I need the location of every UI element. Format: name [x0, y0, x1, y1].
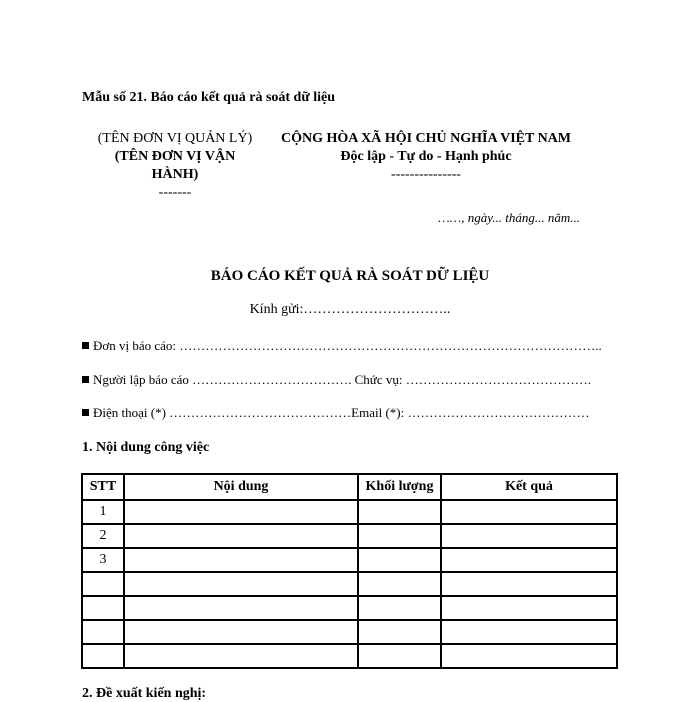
table-cell: [441, 644, 617, 668]
table-cell: 3: [82, 548, 124, 572]
square-bullet-icon: [82, 376, 89, 383]
section-heading-work-content: 1. Nội dung công việc: [82, 440, 210, 455]
table-cell: [358, 596, 441, 620]
table-row: [82, 548, 617, 572]
table-cell: [441, 500, 617, 524]
table-row: [82, 620, 617, 644]
national-header: [268, 130, 584, 184]
country-name: CỘNG HÒA XÃ HỘI CHỦ NGHĨA VIỆT NAM: [280, 131, 571, 146]
report-title: BÁO CÁO KẾT QUẢ RÀ SOÁT DỮ LIỆU: [210, 268, 490, 284]
organization-header: [80, 130, 270, 202]
table-cell: [124, 548, 358, 572]
management-unit-label: (TÊN ĐƠN VỊ QUẢN LÝ): [97, 131, 253, 146]
table-cell: [124, 596, 358, 620]
table-cell: [124, 524, 358, 548]
square-bullet-icon: [82, 409, 89, 416]
table-row: [82, 596, 617, 620]
date-line: ……, ngày... tháng... năm...: [438, 210, 580, 225]
national-motto: Độc lập - Tự do - Hạnh phúc: [340, 149, 512, 164]
recipient-line: Kính gửi:…………………………..: [249, 302, 451, 317]
table-cell: [358, 548, 441, 572]
header-volume: Khối lượng: [358, 474, 441, 500]
header-content: Nội dung: [124, 474, 358, 500]
table-cell: [358, 644, 441, 668]
operating-unit-label-cont: HÀNH): [151, 167, 199, 182]
table-cell: [358, 572, 441, 596]
reporting-unit-text: Đơn vị báo cáo: ……………………………………………………………………………………..: [93, 338, 602, 353]
table-cell: 2: [82, 524, 124, 548]
operating-unit-label: (TÊN ĐƠN VỊ VẬN: [114, 149, 236, 164]
table-cell: [124, 620, 358, 644]
table-row: [82, 524, 617, 548]
table-row: [82, 644, 617, 668]
table-cell: [441, 548, 617, 572]
table-header-row: [82, 474, 617, 500]
contact-text: Điện thoại (*) ……………………………………Email (*): ……………………………………: [93, 405, 590, 420]
work-content-table: [81, 473, 618, 669]
report-creator-field: [82, 372, 591, 388]
table-cell: 1: [82, 500, 124, 524]
table-cell: [441, 572, 617, 596]
square-bullet-icon: [82, 342, 89, 349]
table-cell: [358, 524, 441, 548]
form-title: Mẫu số 21. Báo cáo kết quả rà soát dữ liệu: [82, 90, 336, 105]
table-cell: [124, 500, 358, 524]
report-creator-text: Người lập báo cáo ………………………………. Chức vụ: …………………………………….: [93, 372, 591, 387]
table-cell: [441, 596, 617, 620]
table-cell: [82, 572, 124, 596]
header-rule-left: -------: [158, 185, 192, 200]
table-cell: [358, 620, 441, 644]
table-cell: [82, 596, 124, 620]
table-cell: [124, 644, 358, 668]
table-cell: [82, 620, 124, 644]
section-heading-proposals: 2. Đề xuất kiến nghị:: [82, 686, 207, 701]
header-result: Kết quả: [441, 474, 617, 500]
table-cell: [441, 524, 617, 548]
header-stt: STT: [82, 474, 124, 500]
table-row: [82, 500, 617, 524]
table-row: [82, 572, 617, 596]
contact-field: [82, 405, 590, 421]
table-cell: [441, 620, 617, 644]
reporting-unit-field: [82, 338, 602, 354]
table-cell: [82, 644, 124, 668]
table-cell: [124, 572, 358, 596]
table-cell: [358, 500, 441, 524]
header-rule-right: ---------------: [391, 167, 461, 182]
